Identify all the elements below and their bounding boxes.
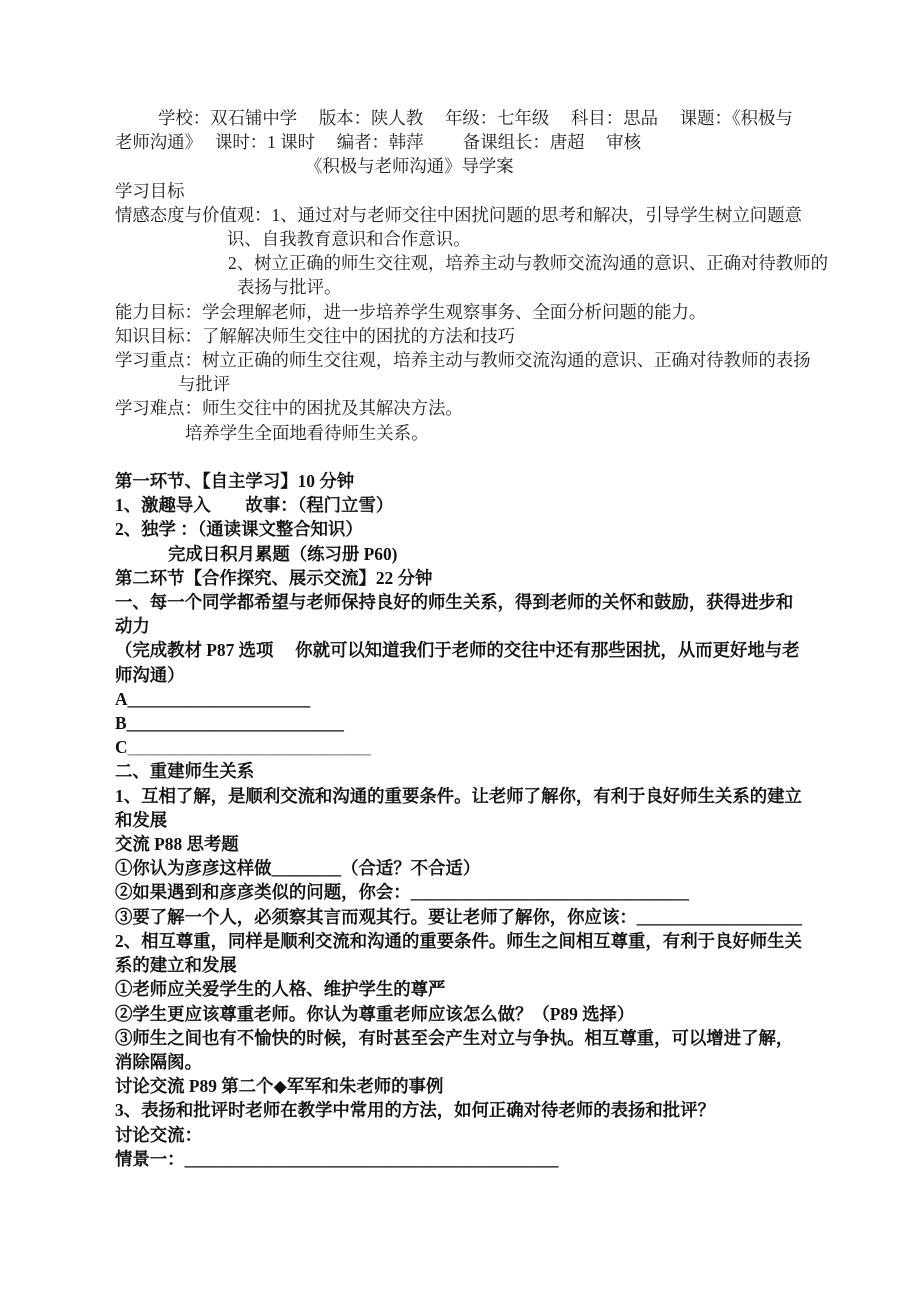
section-1-heading: 第一环节、【自主学习】10 分钟 — [115, 471, 355, 492]
respect-point-1: ①老师应关爱学生的人格、维护学生的尊严 — [115, 979, 446, 1000]
mutual-respect-line-1: 2、相互尊重，同样是顺利交流和沟通的重要条件。师生之间相互尊重，有利于良好师生关 — [115, 930, 802, 951]
mutual-understanding-line-1: 1、互相了解，是顺利交流和沟通的重要条件。让老师了解你，有利于良好师生关系的建立 — [115, 785, 802, 806]
question-3-line: 3、表扬和批评时老师在教学中常用的方法，如何正确对待老师的表扬和批评？ — [115, 1100, 715, 1121]
sub-question-2: ②如果遇到和彦彦类似的问题，你会：________________________________ — [115, 882, 689, 903]
doc-title: 《积极与老师沟通》导学案 — [305, 156, 514, 177]
discuss-p89-line: 讨论交流 P89 第二个◆军军和朱老师的事例 — [115, 1076, 444, 1097]
fill-blank-c-label: C — [115, 737, 128, 758]
key-point-line-2: 与批评 — [178, 374, 231, 395]
respect-point-2: ②学生更应该尊重老师。你认为尊重老师应该怎么做？（P89 选择） — [115, 1003, 635, 1024]
respect-point-3-line-2: 消除隔阂。 — [115, 1051, 202, 1072]
self-study-line: 2、独学 ：（通读课文整合知识） — [115, 519, 363, 540]
warmup-line: 1、激趣导入 故事：（程门立雪） — [115, 495, 394, 516]
section-2-heading: 第二环节【合作探究、展示交流】22 分钟 — [115, 567, 433, 588]
goals-heading: 学习目标 — [115, 180, 185, 201]
affective-goal-line-1: 情感态度与价值观：1、通过对与老师交往中困扰问题的思考和解决，引导学生树立问题意 — [115, 204, 802, 225]
mutual-understanding-line-2: 和发展 — [115, 809, 168, 830]
fill-blank-b: B_________________________ — [115, 713, 344, 734]
sub-question-1: ①你认为彦彦这样做________（合适？不合适） — [115, 858, 481, 879]
mutual-respect-line-2: 系的建立和发展 — [115, 955, 237, 976]
knowledge-goal-line: 知识目标：了解解决师生交往中的困扰的方法和技巧 — [115, 325, 515, 346]
affective-goal-line-2: 识、自我教育意识和合作意识。 — [227, 229, 471, 250]
meta-line-2: 老师沟通》 课时：1 课时 编者：韩萍 备课组长：唐超 审核 — [115, 132, 642, 153]
respect-point-3-line-1: ③师生之间也有不愉快的时候，有时甚至会产生对立与争执。相互尊重，可以增进了解， — [115, 1027, 794, 1048]
ability-goal-line: 能力目标：学会理解老师，进一步培养学生观察事务、全面分析问题的能力。 — [115, 301, 707, 322]
blank-spacer — [115, 445, 815, 469]
fill-blank-a: A_____________________ — [115, 688, 311, 709]
difficulty-line-1: 学习难点：师生交往中的困扰及其解决方法。 — [115, 398, 463, 419]
sub-question-3: ③要了解一个人，必须察其言而观其行。要让老师了解你，你应该：___________________ — [115, 906, 802, 927]
discuss-label: 讨论交流： — [115, 1124, 202, 1145]
q1-line-2: 动力 — [115, 616, 150, 637]
fill-blank-c — [115, 735, 815, 759]
affective-goal-line-3: 2、树立正确的师生交往观，培养主动与教师交流沟通的意识、正确对待教师的 — [228, 253, 828, 274]
q1-line-1: 一、每一个同学都希望与老师保持良好的师生关系，得到老师的关怀和鼓励，获得进步和 — [115, 592, 794, 613]
affective-goal-line-4: 表扬与批评。 — [237, 277, 342, 298]
q1-note-line-1: （完成教材 P87 选项 你就可以知道我们于老师的交往中还有那些困扰，从而更好地与老 — [115, 640, 800, 661]
part-2-heading: 二、重建师生关系 — [115, 761, 255, 782]
fill-blank-c-rule: ____________________________ — [127, 737, 372, 758]
difficulty-line-2: 培养学生全面地看待师生关系。 — [185, 422, 429, 443]
q1-note-line-2: 师沟通） — [115, 664, 185, 685]
scenario-1-line: 情景一：___________________________________________ — [115, 1148, 559, 1169]
document-body — [115, 106, 828, 1171]
discuss-p88-line: 交流 P88 思考题 — [115, 834, 239, 855]
accumulation-line: 完成日积月累题（练习册 P60) — [168, 543, 398, 564]
key-point-line-1: 学习重点：树立正确的师生交往观，培养主动与教师交流沟通的意识、正确对待教师的表扬 — [115, 350, 811, 371]
meta-line-1: 学校：双石铺中学 版本：陕人教 年级：七年级 科目：思品 课题：《积极与 — [158, 108, 793, 128]
